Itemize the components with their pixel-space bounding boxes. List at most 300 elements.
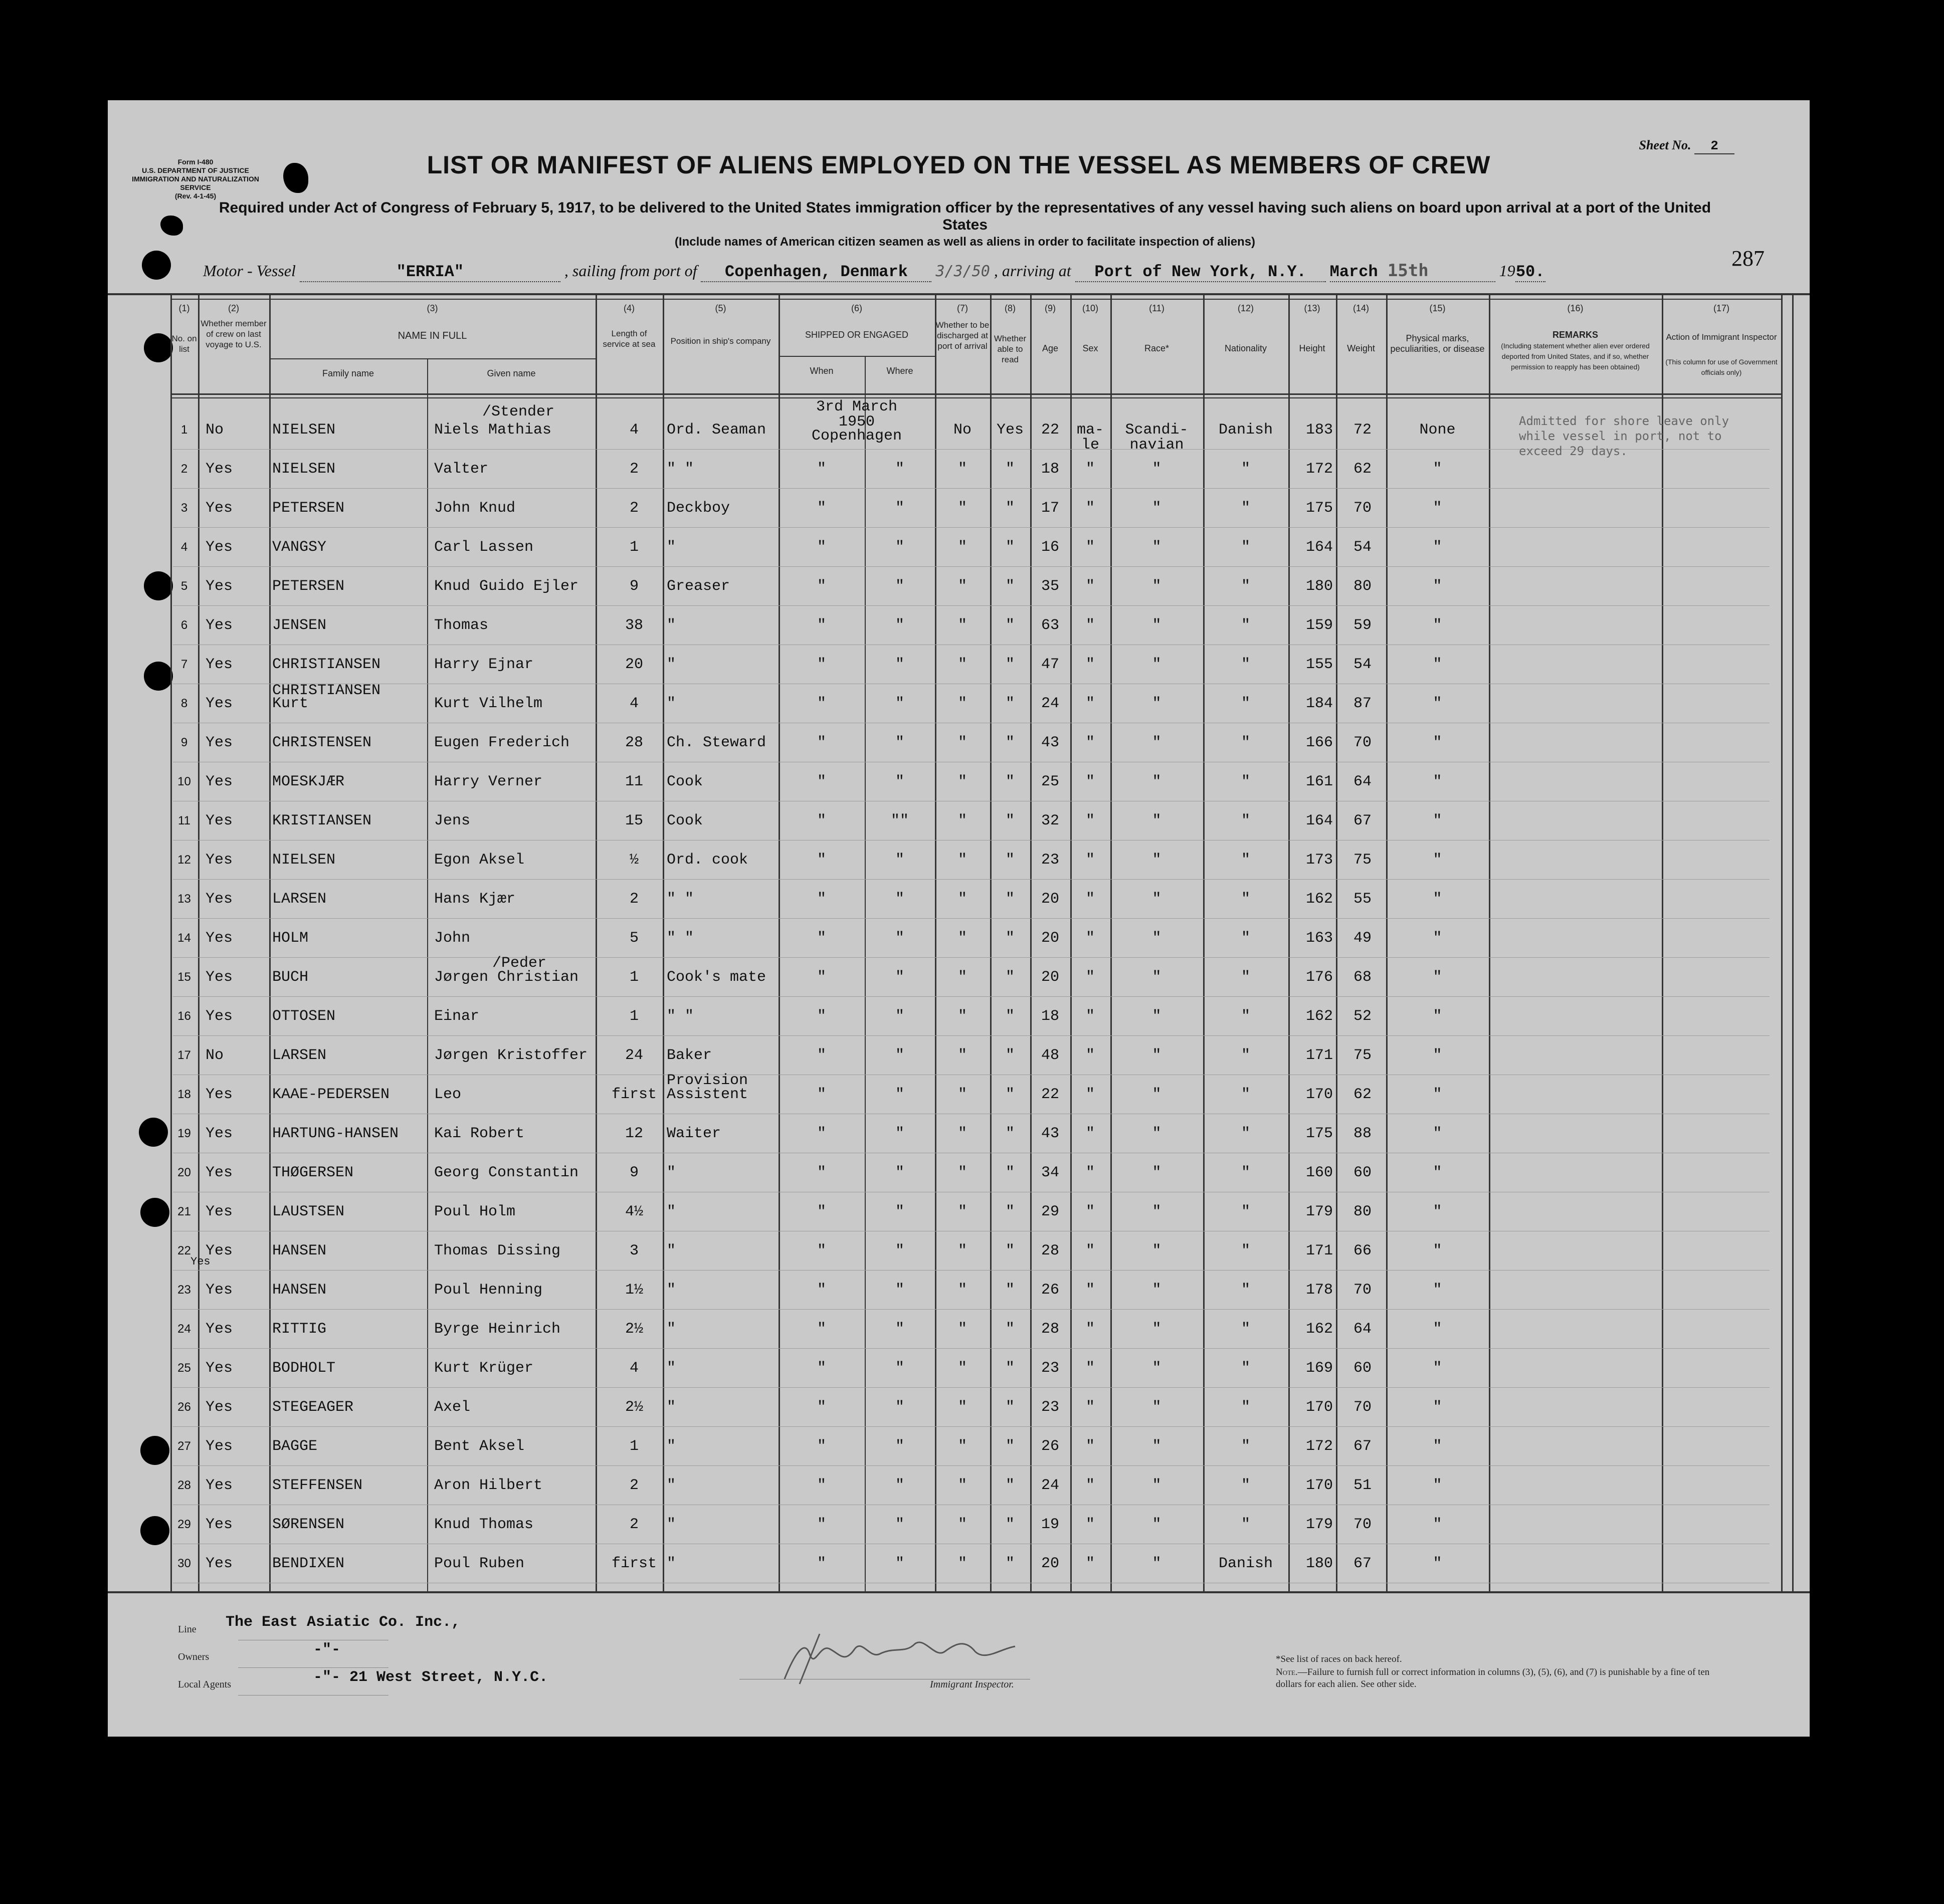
sex-continued: le — [1081, 437, 1099, 454]
row-number: 4 — [180, 540, 188, 554]
row-number: 26 — [177, 1400, 191, 1414]
family-name: PETERSEN — [272, 500, 345, 517]
previous-voyage: Yes — [206, 1008, 233, 1025]
weight: 67 — [1353, 812, 1372, 829]
col-8-number: (8) — [1005, 303, 1016, 313]
family-name: BODHOLT — [272, 1360, 336, 1377]
given-name: Kai Robert — [434, 1125, 525, 1142]
discharged: " — [957, 1008, 967, 1025]
weight: 54 — [1353, 539, 1372, 556]
row-number: 6 — [180, 618, 188, 632]
position: " — [667, 1438, 676, 1455]
discharged: " — [957, 969, 967, 986]
col-4-header: Length of service at sea — [603, 329, 656, 349]
able-to-read: " — [1005, 1282, 1015, 1299]
punch-hole — [144, 662, 173, 691]
shipped-where: " — [895, 617, 904, 634]
race: " — [1152, 1203, 1161, 1220]
nationality: " — [1241, 461, 1250, 478]
position: " — [667, 617, 676, 634]
length-of-service: 24 — [625, 1047, 643, 1064]
weight: 87 — [1353, 695, 1372, 712]
col-2-header: Whether member of crew on last voyage to U.S. — [201, 319, 267, 349]
height: 170 — [1305, 1399, 1333, 1416]
family-name: KRISTIANSEN — [272, 812, 372, 829]
length-of-service: 2 — [629, 500, 639, 517]
physical-marks: " — [1433, 852, 1442, 869]
sex: " — [1085, 734, 1095, 751]
col-10-header: Sex — [1082, 343, 1098, 353]
age: 25 — [1041, 773, 1059, 790]
able-to-read: " — [1005, 695, 1015, 712]
length-of-service: ½ — [629, 852, 639, 869]
weight: 70 — [1353, 734, 1372, 751]
position: " " — [667, 461, 694, 478]
shipped-when: " — [817, 773, 826, 790]
position: " — [667, 1477, 676, 1494]
position: " — [667, 1516, 676, 1533]
col-11-header: Race* — [1144, 343, 1170, 353]
sex: " — [1085, 1047, 1095, 1064]
given-name: Niels Mathias — [434, 421, 552, 439]
length-of-service: 2½ — [625, 1399, 643, 1416]
given-name: John — [434, 930, 471, 947]
discharged: " — [957, 734, 967, 751]
able-to-read: " — [1005, 1321, 1015, 1338]
shipped-when: " — [817, 1125, 826, 1142]
weight: 68 — [1353, 969, 1372, 986]
given-name: Jens — [434, 812, 471, 829]
shipped-where: " — [895, 1164, 904, 1181]
col-13-number: (13) — [1304, 303, 1320, 313]
shipped-where: " — [895, 1282, 904, 1299]
physical-marks: " — [1433, 969, 1442, 986]
given-name: Bent Aksel — [434, 1438, 525, 1455]
height: 171 — [1305, 1047, 1333, 1064]
sex: " — [1085, 1242, 1095, 1259]
sex: " — [1085, 1360, 1095, 1377]
row-number: 18 — [177, 1088, 191, 1101]
nationality: " — [1241, 1008, 1250, 1025]
sex: " — [1085, 1008, 1095, 1025]
family-name: LARSEN — [272, 891, 327, 908]
shipped-where: " — [895, 734, 904, 751]
length-of-service: 38 — [625, 617, 643, 634]
discharged: " — [957, 500, 967, 517]
col-9-number: (9) — [1045, 303, 1056, 313]
length-of-service: 20 — [625, 656, 643, 673]
length-of-service: 1½ — [625, 1282, 643, 1299]
agents-underline — [238, 1667, 388, 1668]
physical-marks: " — [1433, 1125, 1442, 1142]
given-name: Thomas — [434, 617, 489, 634]
weight: 70 — [1353, 500, 1372, 517]
age: 19 — [1041, 1516, 1059, 1533]
previous-voyage: Yes — [206, 1164, 233, 1181]
weight: 67 — [1353, 1555, 1372, 1572]
height: 171 — [1305, 1242, 1333, 1259]
given-name-note: /Stender — [482, 403, 555, 420]
physical-marks: " — [1433, 695, 1442, 712]
local-agents-label: Local Agents — [178, 1679, 232, 1690]
race: " — [1152, 1516, 1161, 1533]
nationality: " — [1241, 773, 1250, 790]
row-number: 27 — [177, 1439, 191, 1453]
physical-marks: " — [1433, 1242, 1442, 1259]
sex: " — [1085, 1282, 1095, 1299]
age: 26 — [1041, 1438, 1059, 1455]
height: 163 — [1305, 930, 1333, 947]
shipped-when: " — [817, 1321, 826, 1338]
height: 162 — [1305, 1008, 1333, 1025]
col-15-number: (15) — [1429, 303, 1446, 313]
table-top-rule-inner — [170, 299, 1781, 300]
age: 22 — [1041, 1086, 1059, 1103]
able-to-read: " — [1005, 1360, 1015, 1377]
age: 18 — [1041, 1008, 1059, 1025]
height: 159 — [1305, 617, 1333, 634]
row-number: 17 — [177, 1048, 191, 1062]
age: 28 — [1041, 1242, 1059, 1259]
age: 47 — [1041, 656, 1059, 673]
previous-voyage: Yes — [206, 500, 233, 517]
inspector-label: Immigrant Inspector. — [930, 1679, 1014, 1690]
arrival-month: March — [1329, 263, 1378, 281]
able-to-read: " — [1005, 1399, 1015, 1416]
given-name: Knud Guido Ejler — [434, 578, 579, 595]
arriving-at: Port of New York, N.Y. — [1075, 263, 1326, 282]
previous-voyage: Yes — [206, 1516, 233, 1533]
row-rule — [173, 879, 1770, 880]
punch-hole — [140, 1516, 169, 1545]
height: 180 — [1305, 578, 1333, 595]
height: 170 — [1305, 1086, 1333, 1103]
shipped-when: " — [817, 1477, 826, 1494]
row-rule — [173, 605, 1770, 606]
shipped-where: " — [895, 461, 904, 478]
physical-marks: None — [1419, 421, 1456, 439]
family-name: RITTIG — [272, 1321, 327, 1338]
nationality: " — [1241, 812, 1250, 829]
race: " — [1152, 695, 1161, 712]
punch-hole — [142, 251, 171, 280]
note-prefix: Note. — [1276, 1667, 1298, 1677]
age: 20 — [1041, 969, 1059, 986]
sex: " — [1085, 773, 1095, 790]
sex: " — [1085, 578, 1095, 595]
length-of-service: 2 — [629, 1477, 639, 1494]
nationality: " — [1241, 930, 1250, 947]
height: 175 — [1305, 1125, 1333, 1142]
discharged: " — [957, 1477, 967, 1494]
physical-marks: " — [1433, 812, 1442, 829]
sex: " — [1085, 1477, 1095, 1494]
able-to-read: Yes — [996, 421, 1024, 439]
race: " — [1152, 461, 1161, 478]
length-of-service: 1 — [629, 969, 639, 986]
given-name: Valter — [434, 461, 489, 478]
position-above: Provision — [667, 1072, 748, 1089]
shipped-when: " — [817, 1360, 826, 1377]
sex: " — [1085, 930, 1095, 947]
subtitle-main: Required under Act of Congress of February 5, 1917, to be delivered to the United States immigration officer by the representatives of any vessel having such aliens on board upon arrival at a port of the United States — [219, 199, 1711, 233]
weight: 88 — [1353, 1125, 1372, 1142]
page-subtitle — [198, 199, 1732, 251]
row-number: 8 — [180, 697, 188, 710]
age: 22 — [1041, 421, 1059, 439]
col-6b-header: Where — [886, 366, 913, 376]
column-rule — [1792, 293, 1794, 1591]
vessel-name: "ERRIA" — [300, 263, 560, 282]
shipped-when: " — [817, 578, 826, 595]
family-name: BUCH — [272, 969, 309, 986]
height: 155 — [1305, 656, 1333, 673]
sailing-date: 3/3/50 — [935, 263, 990, 280]
row-number: 30 — [177, 1557, 191, 1570]
given-name: Byrge Heinrich — [434, 1321, 561, 1338]
race: " — [1152, 1477, 1161, 1494]
sex: ma- — [1076, 421, 1104, 439]
shipped-where: " — [895, 1047, 904, 1064]
race: " — [1152, 1438, 1161, 1455]
age: 34 — [1041, 1164, 1059, 1181]
given-name: Georg Constantin — [434, 1164, 579, 1181]
sex: " — [1085, 1321, 1095, 1338]
age: 20 — [1041, 891, 1059, 908]
position: " — [667, 539, 676, 556]
previous-voyage: Yes — [206, 539, 233, 556]
height: 172 — [1305, 1438, 1333, 1455]
row-number: 15 — [177, 970, 191, 984]
race: " — [1152, 773, 1161, 790]
family-name: MOESKJÆR — [272, 773, 345, 790]
family-name: SØRENSEN — [272, 1516, 345, 1533]
position: " — [667, 1164, 676, 1181]
position: " " — [667, 891, 694, 908]
sex: " — [1085, 461, 1095, 478]
discharged: " — [957, 1360, 967, 1377]
shipped-where: " — [895, 1242, 904, 1259]
physical-marks: " — [1433, 1321, 1442, 1338]
age: 24 — [1041, 1477, 1059, 1494]
able-to-read: " — [1005, 969, 1015, 986]
previous-voyage: Yes — [206, 1242, 233, 1259]
position: " — [667, 1321, 676, 1338]
shipped-when: " — [817, 1008, 826, 1025]
page-stamp-number: 287 — [1731, 246, 1765, 271]
position: " — [667, 1360, 676, 1377]
position: Ord. Seaman — [667, 421, 766, 439]
physical-marks: " — [1433, 1282, 1442, 1299]
previous-voyage: Yes — [206, 578, 233, 595]
name-subheader-rule — [269, 358, 596, 359]
family-name: BAGGE — [272, 1438, 318, 1455]
discharged: " — [957, 1125, 967, 1142]
col-15-header: Physical marks, peculiarities, or disease — [1390, 333, 1485, 354]
row-number: 1 — [180, 423, 188, 437]
height: 166 — [1305, 734, 1333, 751]
col-16-number: (16) — [1567, 303, 1584, 313]
nationality: Danish — [1218, 421, 1273, 439]
voyage-line — [203, 261, 1757, 282]
row-rule — [173, 996, 1770, 997]
able-to-read: " — [1005, 1164, 1015, 1181]
discharged: " — [957, 1438, 967, 1455]
age: 48 — [1041, 1047, 1059, 1064]
sex: " — [1085, 1516, 1095, 1533]
physical-marks: " — [1433, 1516, 1442, 1533]
shipped-when: " — [817, 1438, 826, 1455]
revision: (Rev. 4-1-45) — [174, 192, 217, 200]
length-of-service: 2 — [629, 461, 639, 478]
nationality: " — [1241, 1203, 1250, 1220]
position: " — [667, 695, 676, 712]
shipped-when: " — [817, 617, 826, 634]
family-name: STEGEAGER — [272, 1399, 354, 1416]
shipped-when: " — [817, 539, 826, 556]
race: " — [1152, 969, 1161, 986]
shipped-when: " — [817, 1516, 826, 1533]
position: Baker — [667, 1047, 712, 1064]
height: 164 — [1305, 539, 1333, 556]
shipped-where: " — [895, 1203, 904, 1220]
row-number: 23 — [177, 1283, 191, 1297]
able-to-read: " — [1005, 461, 1015, 478]
form-number: Form I-480 — [177, 158, 214, 166]
race: Scandi- — [1125, 421, 1189, 439]
row-number: 29 — [177, 1518, 191, 1531]
able-to-read: " — [1005, 773, 1015, 790]
row-number: 12 — [177, 853, 191, 867]
footer-rule — [108, 1591, 1810, 1593]
previous-voyage: Yes — [206, 617, 233, 634]
weight: 75 — [1353, 1047, 1372, 1064]
able-to-read: " — [1005, 1516, 1015, 1533]
able-to-read: " — [1005, 930, 1015, 947]
previous-voyage-below: Yes — [190, 1255, 211, 1268]
owners-value: -"- — [313, 1641, 341, 1658]
position: " — [667, 1242, 676, 1259]
race: " — [1152, 734, 1161, 751]
discharged: " — [957, 695, 967, 712]
given-name: Egon Aksel — [434, 852, 525, 869]
weight: 54 — [1353, 656, 1372, 673]
shipped-when-year: 1950 — [838, 413, 875, 431]
length-of-service: 28 — [625, 734, 643, 751]
previous-voyage: Yes — [206, 1321, 233, 1338]
discharged: " — [957, 812, 967, 829]
nationality: " — [1241, 500, 1250, 517]
length-of-service: 1 — [629, 539, 639, 556]
discharged: " — [957, 1555, 967, 1572]
physical-marks: " — [1433, 617, 1442, 634]
nationality: " — [1241, 1282, 1250, 1299]
discharged: " — [957, 656, 967, 673]
height: 170 — [1305, 1477, 1333, 1494]
family-name: BENDIXEN — [272, 1555, 345, 1572]
physical-marks: " — [1433, 1203, 1442, 1220]
shipped-when: " — [817, 969, 826, 986]
nationality: " — [1241, 539, 1250, 556]
able-to-read: " — [1005, 852, 1015, 869]
given-name: Jørgen Kristoffer — [434, 1047, 588, 1064]
family-name: THØGERSEN — [272, 1164, 354, 1181]
weight: 75 — [1353, 852, 1372, 869]
row-number: 9 — [180, 736, 188, 749]
shipped-where: " — [895, 1399, 904, 1416]
previous-voyage: Yes — [206, 1477, 233, 1494]
shipped-when: " — [817, 1086, 826, 1103]
note-text: —Failure to furnish full or correct information in columns (3), (5), (6), and (7) is punishable by a fine of ten dollars for each alien. See other side. — [1276, 1667, 1710, 1689]
header-bottom-rule — [170, 393, 1781, 395]
given-name: Thomas Dissing — [434, 1242, 561, 1259]
family-name: CHRISTIANSEN — [272, 656, 381, 673]
weight: 66 — [1353, 1242, 1372, 1259]
able-to-read: " — [1005, 1047, 1015, 1064]
physical-marks: " — [1433, 578, 1442, 595]
age: 20 — [1041, 930, 1059, 947]
row-number: 13 — [177, 892, 191, 906]
previous-voyage: Yes — [206, 852, 233, 869]
length-of-service: 3 — [629, 1242, 639, 1259]
nationality: " — [1241, 1047, 1250, 1064]
nationality: " — [1241, 578, 1250, 595]
col-7-header: Whether to be discharged at port of arrival — [935, 320, 990, 351]
position: " — [667, 1203, 676, 1220]
row-rule — [173, 527, 1770, 528]
given-name: Axel — [434, 1399, 471, 1416]
race: " — [1152, 1360, 1161, 1377]
able-to-read: " — [1005, 1477, 1015, 1494]
given-name: Kurt Krüger — [434, 1360, 534, 1377]
subtitle-note: (Include names of American citizen seamen as well as aliens in order to facilitate inspection of aliens) — [674, 235, 1256, 249]
column-rule — [1781, 293, 1783, 1591]
position: Cook — [667, 812, 703, 829]
age: 20 — [1041, 1555, 1059, 1572]
position: " — [667, 656, 676, 673]
nationality: " — [1241, 1321, 1250, 1338]
length-of-service: 4½ — [625, 1203, 643, 1220]
height: 160 — [1305, 1164, 1333, 1181]
discharged: " — [957, 1321, 967, 1338]
given-name: John Knud — [434, 500, 516, 517]
length-of-service: 2½ — [625, 1321, 643, 1338]
penalty-note — [1276, 1666, 1727, 1690]
family-name: VANGSY — [272, 539, 327, 556]
previous-voyage: Yes — [206, 812, 233, 829]
race: " — [1152, 1321, 1161, 1338]
height: 179 — [1305, 1203, 1333, 1220]
race: " — [1152, 617, 1161, 634]
previous-voyage: No — [206, 1047, 224, 1064]
local-agents-value: -"- 21 West Street, N.Y.C. — [313, 1669, 548, 1686]
length-of-service: 12 — [625, 1125, 643, 1142]
race: " — [1152, 1125, 1161, 1142]
discharged: " — [957, 1203, 967, 1220]
line-value: The East Asiatic Co. Inc., — [226, 1614, 461, 1631]
weight: 72 — [1353, 421, 1372, 439]
discharged: " — [957, 891, 967, 908]
shipped-where: "" — [890, 812, 909, 829]
row-number: 16 — [177, 1009, 191, 1023]
age: 28 — [1041, 1321, 1059, 1338]
given-name: Eugen Frederich — [434, 734, 570, 751]
arrival-day: 15th — [1387, 261, 1429, 281]
previous-voyage: Yes — [206, 969, 233, 986]
col-5-header: Position in ship's company — [670, 336, 771, 346]
family-name: HOLM — [272, 930, 309, 947]
physical-marks: " — [1433, 1438, 1442, 1455]
